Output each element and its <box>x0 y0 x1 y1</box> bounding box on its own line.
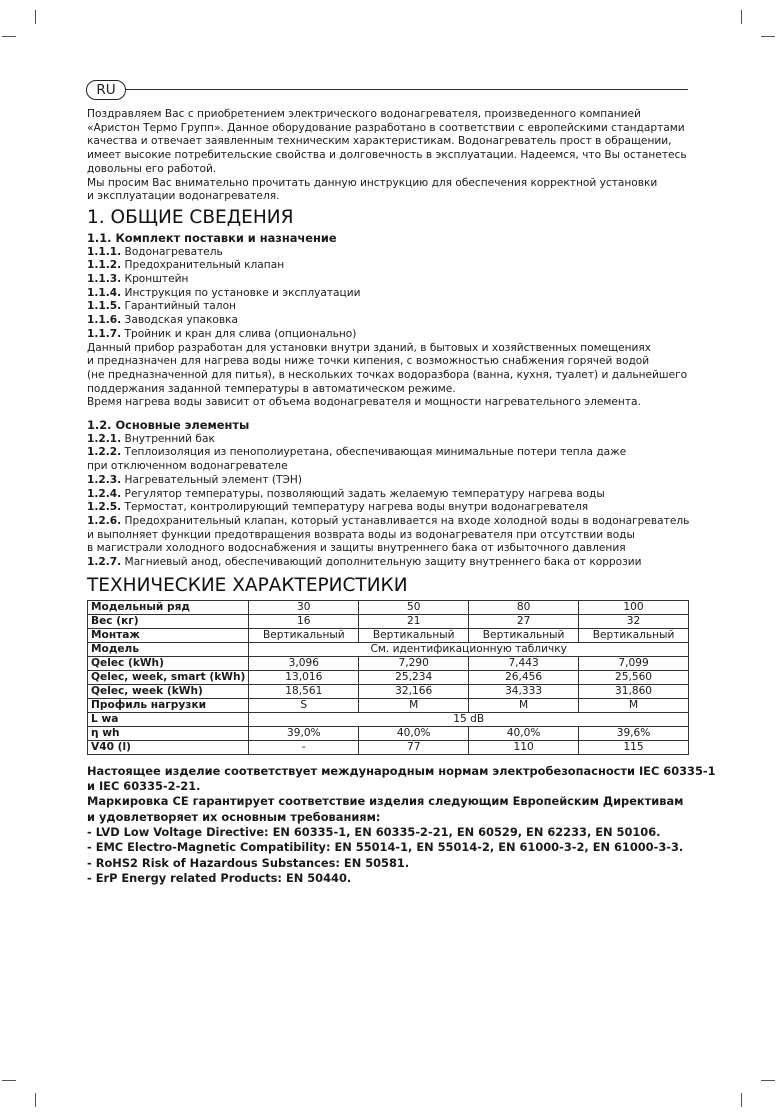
table-cell: 39,6% <box>579 726 689 740</box>
intro-line: качества и отвечает заявленным техническим характеристикам. Водонагреватель прост в обращении, <box>87 135 672 148</box>
table-cell-merged: 15 dB <box>249 712 689 726</box>
list-item-text: Водонагреватель <box>121 245 223 258</box>
table-cell: 16 <box>249 614 359 628</box>
table-cell: 25,234 <box>359 670 469 684</box>
table-cell: 34,333 <box>469 684 579 698</box>
table-cell: 31,860 <box>579 684 689 698</box>
table-row <box>88 600 689 614</box>
list-item <box>87 556 689 570</box>
table-cell: 30 <box>249 600 359 614</box>
list-item <box>87 460 689 474</box>
table-row <box>88 670 689 684</box>
table-cell: 7,290 <box>359 656 469 670</box>
row-label: Вес (кг) <box>88 614 249 628</box>
table-cell: M <box>359 698 469 712</box>
table-cell: - <box>249 740 359 754</box>
list-item-number: 1.1.1. <box>87 245 122 258</box>
list-item-text: Внутренний бак <box>121 432 215 445</box>
row-label: L wa <box>88 712 249 726</box>
purpose-line: (не предназначенной для питья), в нескольких точках водоразбора (ванна, кухня, туалет) и дальнейшего <box>87 368 688 381</box>
elements-list <box>87 433 689 570</box>
purpose-line: Время нагрева воды зависит от объема водонагревателя и мощности нагревательного элемента. <box>87 396 641 409</box>
compliance-line: Маркировка CE гарантирует соответствие изделия следующим Европейским Директивам <box>87 794 684 809</box>
table-row <box>88 684 689 698</box>
list-item <box>87 273 689 287</box>
list-item-text: Тройник и кран для слива (опционально) <box>121 327 357 340</box>
table-row <box>88 614 689 628</box>
compliance-line: Настоящее изделие соответствует международным нормам электробезопасности IEC 60335-1 <box>87 763 716 778</box>
row-label: V40 (l) <box>88 740 249 754</box>
table-cell: 77 <box>359 740 469 754</box>
subsection-heading-package: 1.1. Комплект поставки и назначение <box>87 230 337 245</box>
table-cell: 40,0% <box>469 726 579 740</box>
purpose-line: и предназначен для нагрева воды ниже точки кипения, с возможностью снабжения горячей водой <box>87 355 650 368</box>
intro-line: имеет высокие потребительские свойства и долговечность в эксплуатации. Надеемся, что Вы останетесь <box>87 149 687 162</box>
table-cell: 7,443 <box>469 656 579 670</box>
list-item-text: Инструкция по установке и эксплуатации <box>121 286 361 299</box>
table-row <box>88 642 689 656</box>
compliance-block <box>87 763 716 886</box>
list-item-number: 1.2.7. <box>87 556 122 569</box>
table-cell: 100 <box>579 600 689 614</box>
table-cell: 115 <box>579 740 689 754</box>
compliance-line: и IEC 60335-2-21. <box>87 779 201 794</box>
table-row <box>88 726 689 740</box>
table-cell: 32 <box>579 614 689 628</box>
table-cell: 13,016 <box>249 670 359 684</box>
list-item-number: 1.2.3. <box>87 473 122 486</box>
list-item <box>87 328 689 342</box>
table-cell: 3,096 <box>249 656 359 670</box>
list-item <box>87 314 689 328</box>
list-item <box>87 501 689 515</box>
list-item-text: Предохранительный клапан <box>121 259 285 272</box>
list-item <box>87 300 689 314</box>
list-item-number: 1.1.3. <box>87 273 122 286</box>
intro-line: Поздравляем Вас с приобретением электрического водонагревателя, произведенного компанией <box>87 108 641 120</box>
list-item-text: Нагревательный элемент (ТЭН) <box>121 473 302 486</box>
intro-line: «Аристон Термо Групп». Данное оборудование разработано в соответствии с европейскими стандартами <box>87 121 685 134</box>
compliance-line: - RoHS2 Risk of Hazardous Substances: EN 50581. <box>87 855 410 870</box>
list-item <box>87 474 689 488</box>
crop-mark <box>2 36 16 37</box>
crop-mark <box>761 36 775 37</box>
list-item-number: 1.2.2. <box>87 446 122 459</box>
intro-line: довольны его работой. <box>87 162 217 175</box>
table-row <box>88 740 689 754</box>
list-item <box>87 287 689 301</box>
table-cell: Вертикальный <box>579 628 689 642</box>
list-item-text: в магистрали холодного водоснабжения и защиты внутреннего бака от избыточного давления <box>87 542 626 555</box>
section-title-general: 1. ОБЩИЕ СВЕДЕНИЯ <box>87 206 294 228</box>
table-cell: Вертикальный <box>469 628 579 642</box>
purpose-paragraph <box>87 342 689 411</box>
list-item-number: 1.1.7. <box>87 327 122 340</box>
list-item-number: 1.1.6. <box>87 314 122 327</box>
compliance-line: - EMC Electro-Magnetic Compatibility: EN 55014-1, EN 55014-2, EN 61000-3-2, EN 61000-3-3. <box>87 840 684 855</box>
table-row <box>88 656 689 670</box>
subsection-heading-elements: 1.2. Основные элементы <box>87 418 250 433</box>
spec-table <box>87 600 689 755</box>
list-item-text: Заводская упаковка <box>121 314 239 327</box>
table-cell: 25,560 <box>579 670 689 684</box>
compliance-line: и удовлетворяет их основным требованиям: <box>87 809 381 824</box>
table-row <box>88 712 689 726</box>
intro-paragraph <box>87 108 689 204</box>
list-item <box>87 446 689 460</box>
table-row <box>88 628 689 642</box>
table-cell: 39,0% <box>249 726 359 740</box>
row-label: Профиль нагрузки <box>88 698 249 712</box>
list-item-number: 1.1.5. <box>87 300 122 313</box>
table-row <box>88 698 689 712</box>
list-item-number: 1.2.6. <box>87 514 122 527</box>
table-cell: 50 <box>359 600 469 614</box>
table-cell: 80 <box>469 600 579 614</box>
table-cell: 21 <box>359 614 469 628</box>
table-cell: 110 <box>469 740 579 754</box>
table-cell: 32,166 <box>359 684 469 698</box>
intro-line: и эксплуатации водонагревателя. <box>87 190 280 203</box>
row-label: Модельный ряд <box>88 600 249 614</box>
intro-line: Мы просим Вас внимательно прочитать данную инструкцию для обеспечения корректной установки <box>87 176 658 189</box>
row-label: Модель <box>88 642 249 656</box>
list-item <box>87 433 689 447</box>
list-item <box>87 259 689 273</box>
crop-mark <box>761 1080 775 1081</box>
crop-mark <box>741 10 742 24</box>
list-item-text: Гарантийный талон <box>121 300 236 313</box>
page-content <box>87 108 716 886</box>
crop-mark <box>741 1093 742 1107</box>
table-cell: 26,456 <box>469 670 579 684</box>
list-item-text: Термостат, контролирующий температуру нагрева воды внутри водонагревателя <box>121 501 589 514</box>
language-badge: RU <box>86 80 126 100</box>
list-item-text: Магниевый анод, обеспечивающий дополнительную защиту внутреннего бака от коррозии <box>121 556 642 569</box>
list-item <box>87 515 689 529</box>
language-header <box>86 80 688 102</box>
list-item-number: 1.2.1. <box>87 432 122 445</box>
section-title-specs: ТЕХНИЧЕСКИЕ ХАРАКТЕРИСТИКИ <box>87 574 408 596</box>
list-item-text: Теплоизоляция из пенополиуретана, обеспечивающая минимальные потери тепла даже <box>121 446 627 459</box>
list-item-number: 1.1.2. <box>87 259 122 272</box>
table-cell-merged: См. идентификационную табличку <box>249 642 689 656</box>
compliance-line: - LVD Low Voltage Directive: EN 60335-1, EN 60335-2-21, EN 60529, EN 62233, EN 50106. <box>87 824 661 839</box>
list-item-text: Регулятор температуры, позволяющий задать желаемую температуру нагрева воды <box>121 487 605 500</box>
table-cell: M <box>469 698 579 712</box>
crop-mark <box>35 1093 36 1107</box>
compliance-line: - ErP Energy related Products: EN 50440. <box>87 870 352 885</box>
list-item-text: и выполняет функции предотвращения возврата воды из водонагревателя при отсутствии воды <box>87 528 635 541</box>
table-cell: M <box>579 698 689 712</box>
list-item <box>87 246 689 260</box>
list-item-number: 1.1.4. <box>87 286 122 299</box>
table-cell: 27 <box>469 614 579 628</box>
purpose-line: поддержания заданной температуры в автоматическом режиме. <box>87 382 456 395</box>
list-item <box>87 542 689 556</box>
table-cell: 40,0% <box>359 726 469 740</box>
header-rule <box>126 89 688 90</box>
list-item-number: 1.2.5. <box>87 501 122 514</box>
purpose-line: Данный прибор разработан для установки внутри зданий, в бытовых и хозяйственных помещениях <box>87 341 652 354</box>
list-item-number: 1.2.4. <box>87 487 122 500</box>
row-label: Монтаж <box>88 628 249 642</box>
row-label: Qelec, week, smart (kWh) <box>88 670 249 684</box>
row-label: Qelec, week (kWh) <box>88 684 249 698</box>
crop-mark <box>35 10 36 24</box>
list-item-text: Предохранительный клапан, который устанавливается на входе холодной воды в водонагреватель <box>121 514 690 527</box>
table-cell: Вертикальный <box>359 628 469 642</box>
list-item <box>87 529 689 543</box>
list-item <box>87 488 689 502</box>
list-item-text: при отключенном водонагревателе <box>87 460 288 473</box>
table-cell: 18,561 <box>249 684 359 698</box>
table-cell: Вертикальный <box>249 628 359 642</box>
row-label: η wh <box>88 726 249 740</box>
package-list <box>87 246 689 342</box>
crop-mark <box>2 1080 16 1081</box>
list-item-text: Кронштейн <box>121 273 189 286</box>
table-cell: 7,099 <box>579 656 689 670</box>
row-label: Qelec (kWh) <box>88 656 249 670</box>
table-cell: S <box>249 698 359 712</box>
